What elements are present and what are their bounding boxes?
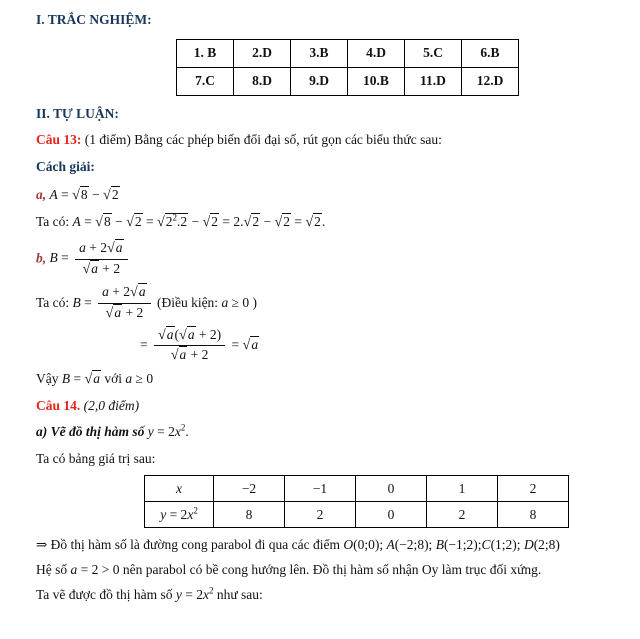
derivation-a-line [36,214,634,232]
solution-heading: Cách giải: [36,158,95,174]
answer-cell-1: 1. B [177,39,234,67]
math-graph-intro: Ta vẽ được đồ thị hàm số $y = 2x^2$ như sau: [36,585,263,603]
y-value-cell-2: 2 [285,502,356,528]
value-table-intro: Ta có bảng giá trị sau: [36,450,156,466]
section-title-tu-luan: II. TỰ LUẬN: [36,105,119,121]
y-value-cell-3: 0 [356,502,427,528]
question-14-label: Câu 14. [36,397,81,413]
math-derivation-a: Ta có: $A = √8 - √2 = √2^2.2 - √2 = 2.√2 - √2 = √2$. [36,212,326,231]
question-13-label: Câu 13: [36,131,82,147]
answer-cell-12: 12.D [462,67,519,95]
answer-cell-9: 9.D [291,67,348,95]
table-row [177,39,519,67]
x-value-cell-2: −1 [285,476,356,502]
answer-cell-6: 6.B [462,39,519,67]
part-a-line [36,187,634,205]
x-value-cell-1: −2 [214,476,285,502]
derivation-b-line [36,284,634,322]
answer-cell-5: 5.C [405,39,462,67]
part-b-label: b, [36,250,47,266]
y-value-cell-5: 8 [498,502,569,528]
answer-cell-7: 7.C [177,67,234,95]
y-header-cell: $y = 2x^2$ [145,502,214,528]
question-14a-line [36,424,634,441]
section-title-trac-nghiem: I. TRẮC NGHIỆM: [36,12,152,27]
math-coefficient-note: Hệ số a = 2 > 0 nên parabol có bề cong hướng lên. Đồ thị hàm số nhận Oy làm trục đối xứng. [36,562,542,578]
table-row [177,67,519,95]
math-expression-a: A = √8 − √2 [49,186,119,203]
part-a-label: a, [36,186,47,202]
answer-cell-11: 11.D [405,67,462,95]
value-table [144,475,569,528]
x-value-cell-5: 2 [498,476,569,502]
answer-cell-2: 2.D [234,39,291,67]
math-q14a: $y = 2x^2$. [147,422,189,439]
math-expression-b: B = $\frac{a + 2√a}{√a + 2}$ [50,250,131,265]
x-header-cell: x [145,476,214,502]
table-row [145,476,569,502]
x-value-cell-4: 1 [427,476,498,502]
math-derivation-b: Ta có: B = $\frac{a + 2√a}{√a + 2}$ (Điều kiện: a ≥ 0 ) [36,284,257,322]
conclusion-b-line [36,371,634,389]
answer-cell-10: 10.B [348,67,405,95]
question-14-line [36,398,634,415]
answer-cell-8: 8.D [234,67,291,95]
math-derivation-b2: = $\frac{√a(√a + 2)}{√a + 2}$ = √a [140,326,259,364]
table-row [145,502,569,528]
question-13-text: (1 điểm) Bằng các phép biến đổi đại số, rút gọn các biểu thức sau: [81,131,442,147]
question-13-line [36,132,634,149]
graph-intro-line [36,587,634,604]
x-value-cell-3: 0 [356,476,427,502]
question-14-points: (2,0 điểm) [80,397,140,413]
coefficient-note-line [36,562,634,579]
answer-key-table [176,39,519,96]
part-b-line [36,240,634,278]
derivation-b-continuation [140,327,634,365]
answer-cell-3: 3.B [291,39,348,67]
parabola-points-line [36,537,634,554]
question-14a-label: a) Vẽ đồ thị hàm số [36,423,148,439]
math-parabola-points: ⇒ Đồ thị hàm số là đường cong parabol đi qua các điểm O(0;0); A(−2;8); B(−1;2);C(1;2); D(2;8) [36,537,560,553]
answer-cell-4: 4.D [348,39,405,67]
y-value-cell-4: 2 [427,502,498,528]
y-value-cell-1: 8 [214,502,285,528]
math-conclusion-b: Vậy B = √a với a ≥ 0 [36,371,154,388]
